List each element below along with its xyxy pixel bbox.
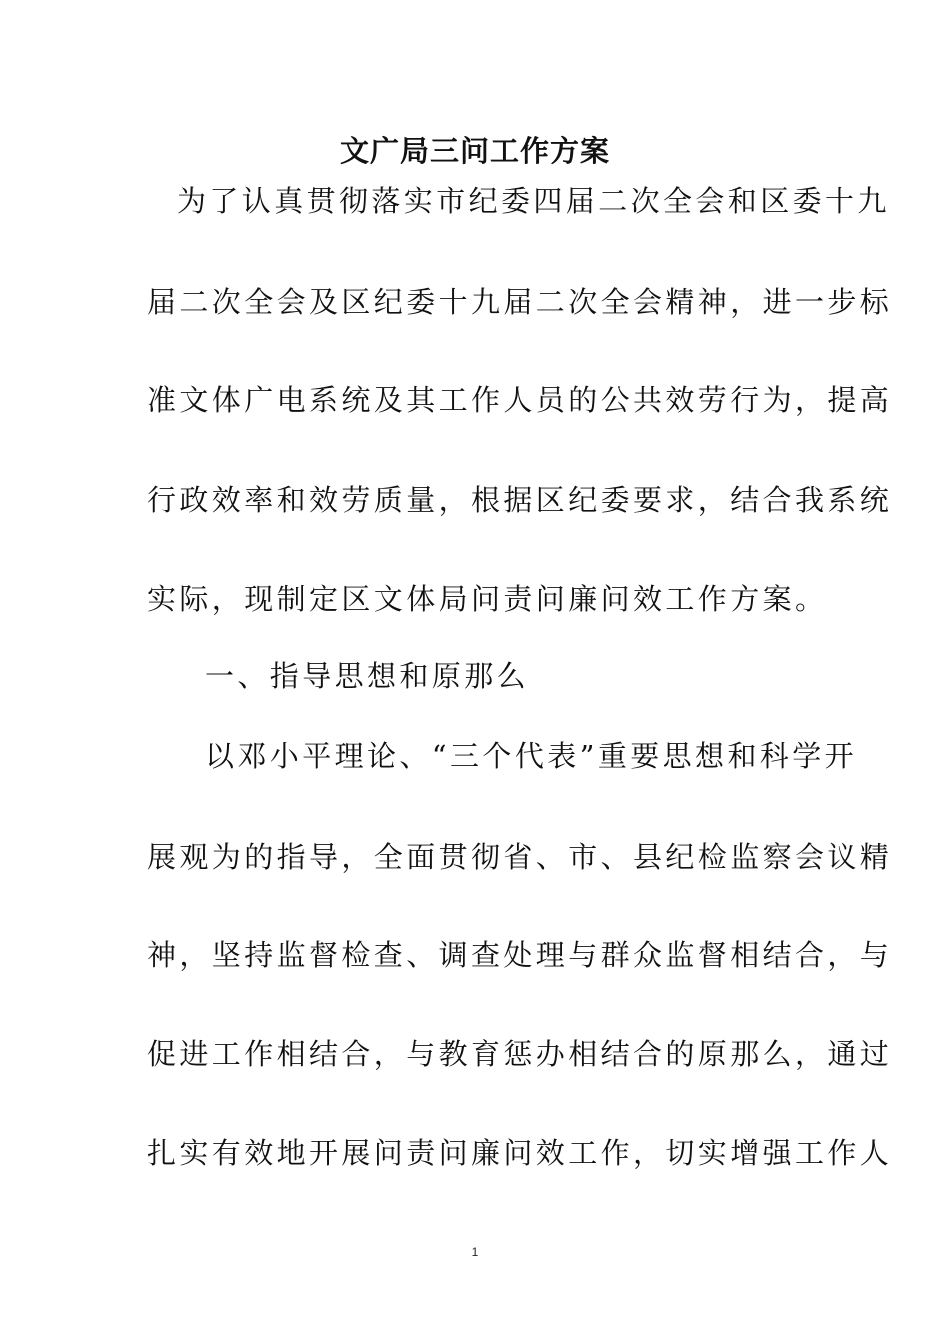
paragraph-line: 展观为的指导，全面贯彻省、市、县纪检监察会议精 [147,840,893,874]
paragraph-line: 促进工作相结合，与教育惩办相结合的原那么，通过 [147,1037,893,1071]
section-heading: 一、指导思想和原那么 [205,659,530,693]
paragraph-line: 行政效率和效劳质量，根据区纪委要求，结合我系统 [147,483,893,517]
paragraph-line: 准文体广电系统及其工作人员的公共效劳行为，提高 [147,383,893,417]
paragraph-line: 为了认真贯彻落实市纪委四届二次全会和区委十九 [177,184,890,218]
paragraph-line: 届二次全会及区纪委十九届二次全会精神，进一步标 [147,285,893,319]
paragraph-line: 扎实有效地开展问责问廉问效工作，切实增强工作人 [147,1136,893,1170]
document-title: 文广局三问工作方案 [339,134,610,168]
page-number: 1 [471,1245,479,1259]
paragraph-line: 以邓小平理论、“三个代表”重要思想和科学开 [205,739,858,773]
paragraph-line: 神，坚持监督检查、调查处理与群众监督相结合，与 [147,938,893,972]
paragraph-line: 实际，现制定区文体局问责问廉问效工作方案。 [147,582,828,616]
